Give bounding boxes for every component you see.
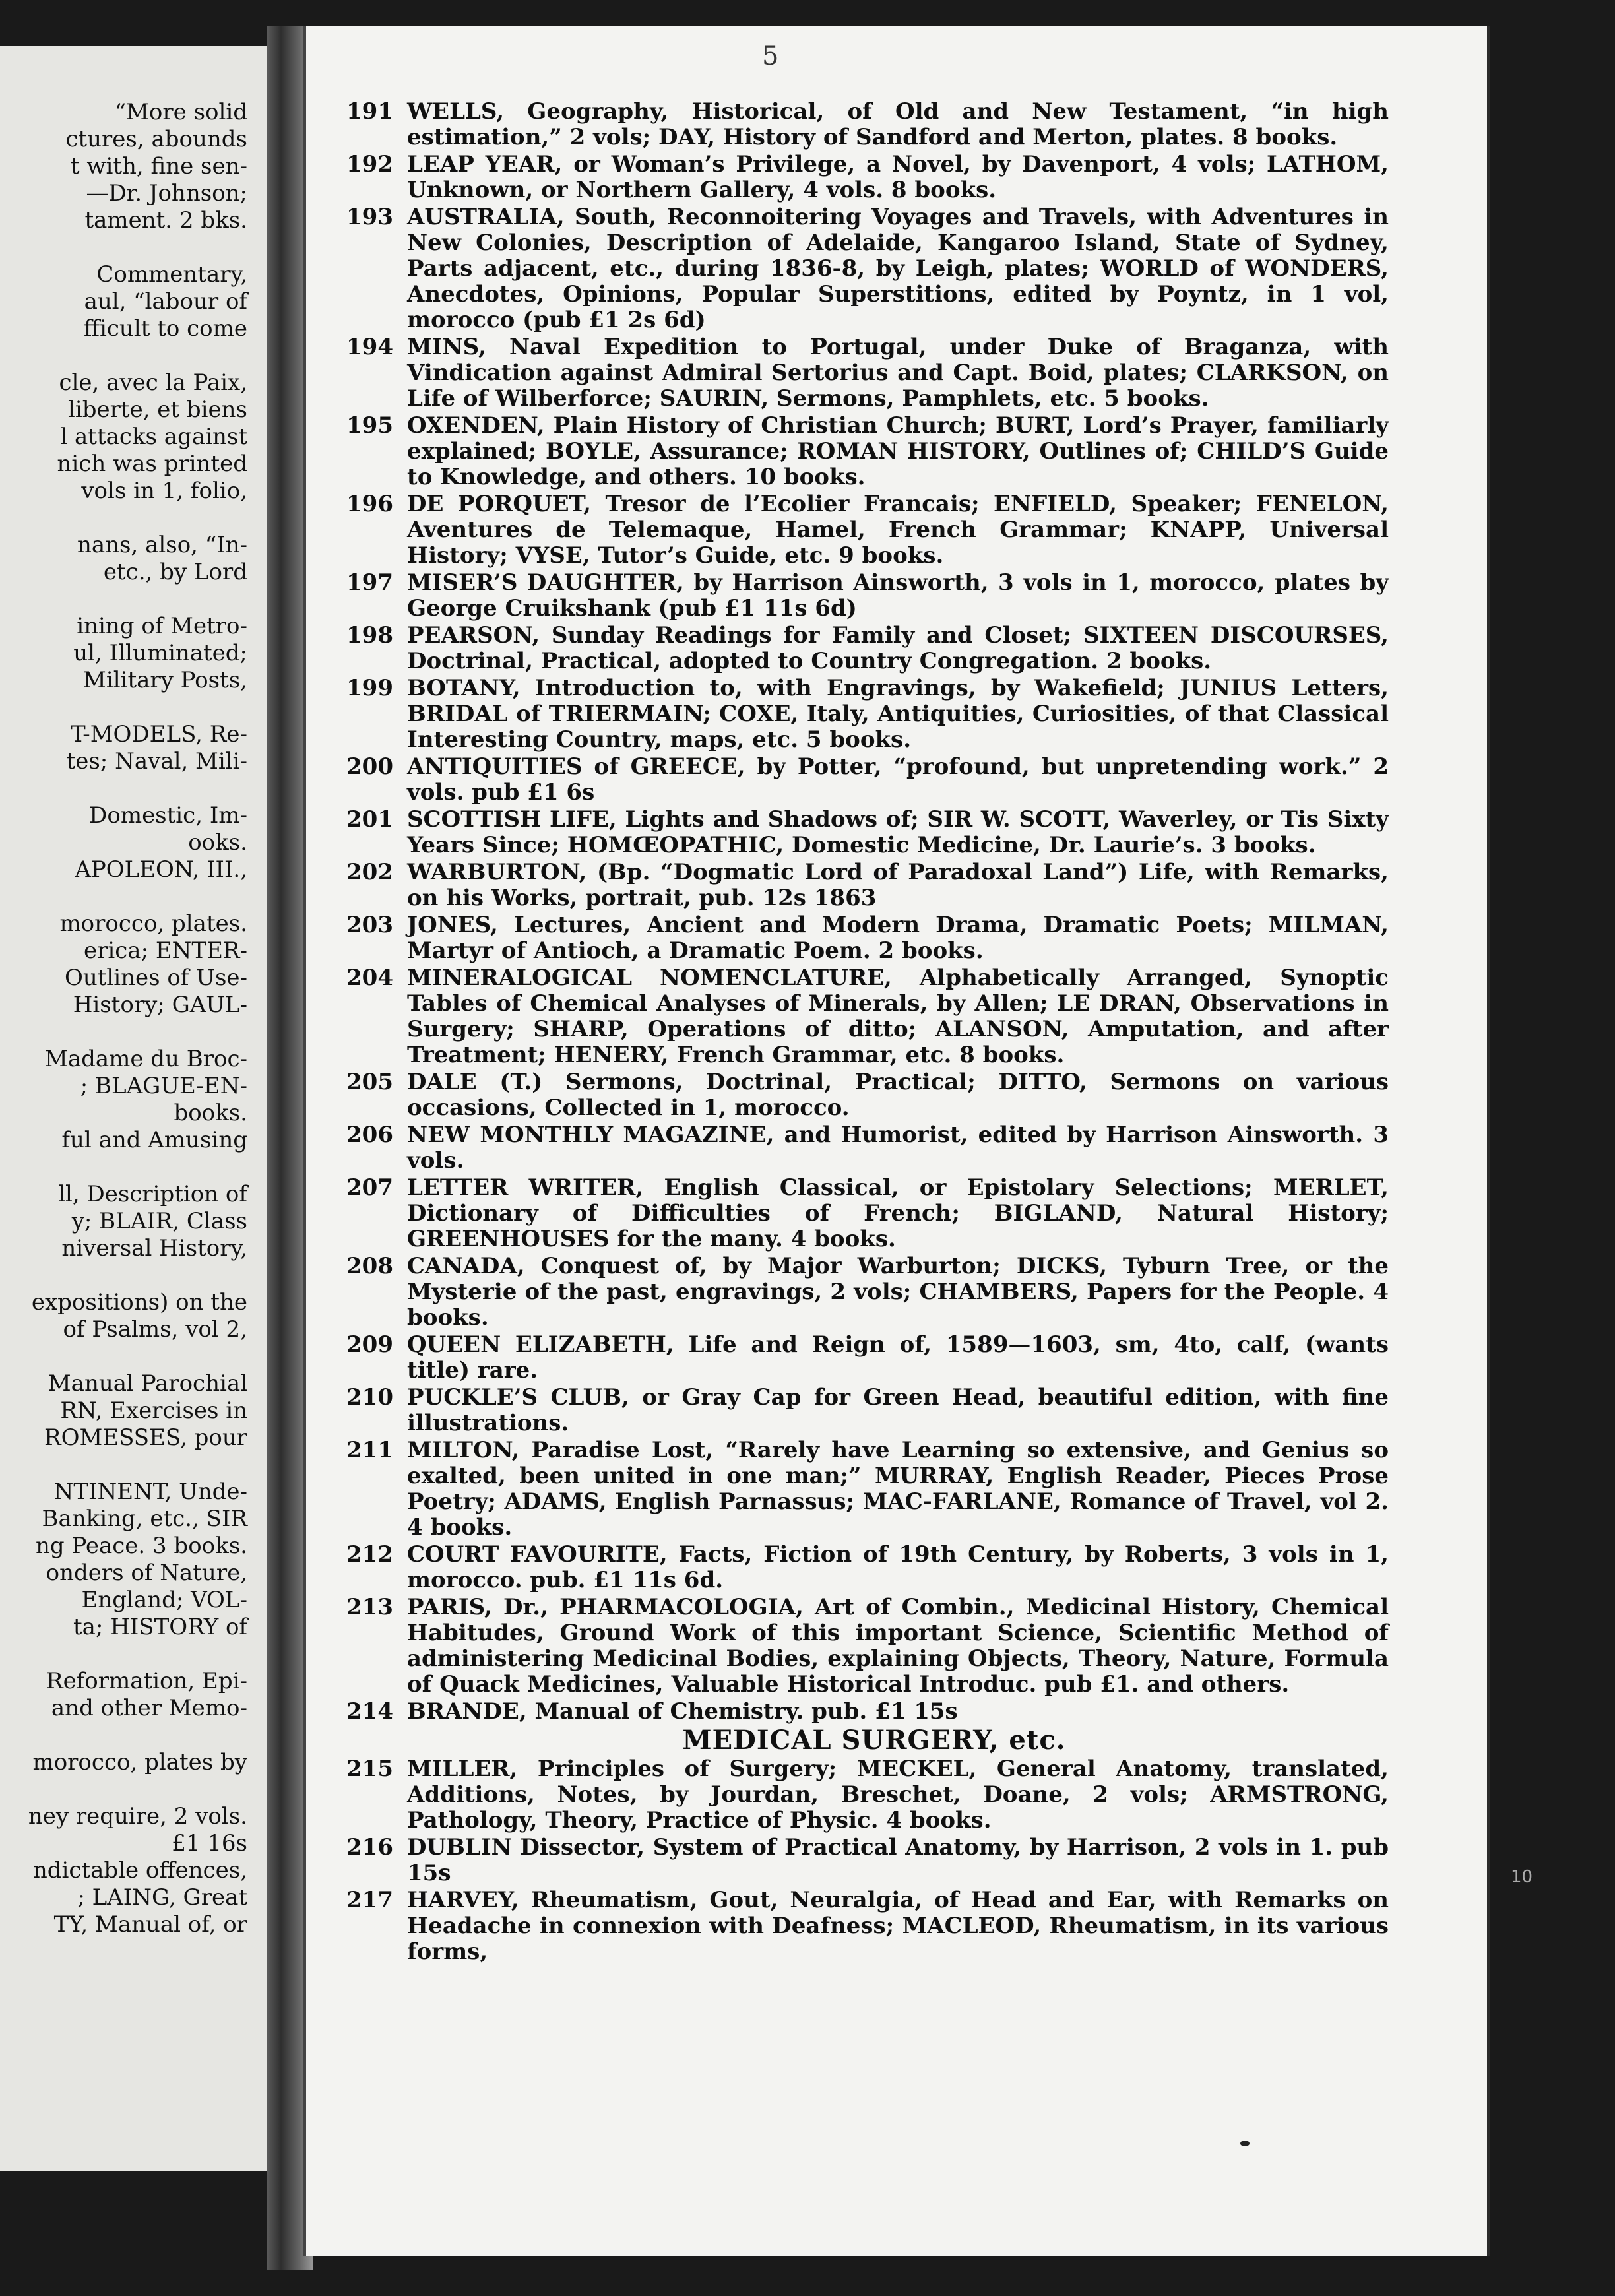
catalogue-entry	[346, 806, 1389, 858]
catalogue-entry	[346, 334, 1389, 412]
lot-description: OXENDEN, Plain History of Christian Church; BURT, Lord’s Prayer, familiarly explained; BOYLE, Assurance; ROMAN HISTORY, Outlines of; CHILD’S Guide to Knowledge, and others. 10 books.	[407, 412, 1389, 490]
left-page-line: of Psalms, vol 2,	[63, 1316, 247, 1343]
lot-number: 210	[346, 1384, 393, 1411]
lot-description: PEARSON, Sunday Readings for Family and Closet; SIXTEEN DISCOURSES, Doctrinal, Practical, adopted to Country Congregation. 2 books.	[407, 622, 1389, 674]
lot-description: JONES, Lectures, Ancient and Modern Drama, Dramatic Poets; MILMAN, Martyr of Antioch, a Dramatic Poem. 2 books.	[407, 912, 1389, 964]
catalogue-entry	[346, 1122, 1389, 1174]
catalogue-entry	[346, 675, 1389, 753]
catalogue-entry	[346, 412, 1389, 490]
lot-description: PARIS, Dr., PHARMACOLOGIA, Art of Combin., Medicinal History, Chemical Habitudes, Ground Work of this important Science, Scientific Method of administering Medicinal Bodies, explaining Objects, Theory, Nature, Formula of Quack Medicines, Valuable Historical Introduc. pub £1. and others.	[407, 1594, 1389, 1698]
left-page-line: onders of Nature,	[46, 1560, 247, 1586]
left-page-line: morocco, plates by	[32, 1749, 247, 1775]
left-page-line	[0, 1641, 247, 1668]
catalogue-entry	[346, 912, 1389, 964]
lot-description: CANADA, Conquest of, by Major Warburton; DICKS, Tyburn Tree, or the Mysterie of the past, engravings, 2 vols; CHAMBERS, Papers for the People. 4 books.	[407, 1253, 1389, 1331]
left-page-line: History; GAUL-	[73, 992, 247, 1018]
lot-description: COURT FAVOURITE, Facts, Fiction of 19th Century, by Roberts, 3 vols in 1, morocco. pub. £1 11s 6d.	[407, 1541, 1389, 1593]
catalogue-entry	[346, 1174, 1389, 1252]
lot-number: 206	[346, 1122, 393, 1148]
left-page-line: Outlines of Use-	[64, 965, 247, 991]
left-page-line	[0, 505, 247, 532]
lot-description: MILLER, Principles of Surgery; MECKEL, General Anatomy, translated, Additions, Notes, by Jourdan, Breschet, Doane, 2 vols; ARMSTRONG, Pathology, Theory, Practice of Physic. 4 books.	[407, 1756, 1389, 1834]
left-page-line: Domestic, Im-	[89, 802, 247, 829]
left-page-text	[0, 99, 247, 1938]
margin-note: 10	[1511, 1867, 1533, 1887]
catalogue-entry	[346, 1069, 1389, 1121]
left-page-line: ng Peace. 3 books.	[36, 1533, 247, 1559]
left-page-line: ROMESSES, pour	[44, 1424, 247, 1451]
left-page-line: books.	[174, 1100, 247, 1126]
left-page-line: fficult to come	[83, 315, 247, 342]
left-page-line: nans, also, “In-	[77, 532, 247, 558]
left-page-line: erica; ENTER-	[84, 938, 247, 964]
lot-description: BRANDE, Manual of Chemistry. pub. £1 15s	[407, 1698, 958, 1725]
lot-number: 209	[346, 1331, 393, 1358]
left-page-line: “More solid	[114, 99, 247, 125]
lot-number: 215	[346, 1756, 393, 1782]
left-page-line: Madame du Broc-	[45, 1046, 247, 1072]
lot-description: DE PORQUET, Tresor de l’Ecolier Francais; ENFIELD, Speaker; FENELON, Aventures de Telemaque, Hamel, French Grammar; KNAPP, Universal History; VYSE, Tutor’s Guide, etc. 9 books.	[407, 491, 1389, 569]
lot-number: 217	[346, 1887, 393, 1913]
catalogue-entry	[346, 569, 1389, 622]
left-page-line: Manual Parochial	[48, 1370, 247, 1397]
left-page-line	[0, 775, 247, 802]
catalogue-entries	[346, 98, 1389, 1966]
left-page-line: tes; Naval, Mili-	[66, 748, 247, 775]
catalogue-entry	[346, 622, 1389, 674]
catalogue-entry	[346, 1253, 1389, 1331]
catalogue-entry	[346, 1834, 1389, 1886]
lot-description: AUSTRALIA, South, Reconnoitering Voyages and Travels, with Adventures in New Colonies, Description of Adelaide, Kangaroo Island, State of Sydney, Parts adjacent, etc., during 1836-8, by Leigh, plates; WORLD of WONDERS, Anecdotes, Opinions, Popular Superstitions, edited by Poyntz, in 1 vol, morocco (pub £1 2s 6d)	[407, 204, 1389, 333]
lot-number: 196	[346, 491, 393, 517]
lot-number: 194	[346, 334, 393, 360]
catalogue-entry	[346, 1541, 1389, 1593]
left-page-line: APOLEON, III.,	[75, 856, 247, 883]
lot-description: PUCKLE’S CLUB, or Gray Cap for Green Head, beautiful edition, with fine illustrations.	[407, 1384, 1389, 1436]
left-page-line: t with, fine sen-	[70, 153, 247, 179]
lot-number: 203	[346, 912, 393, 938]
lot-number: 197	[346, 569, 393, 596]
lot-description: SCOTTISH LIFE, Lights and Shadows of; SIR W. SCOTT, Waverley, or Tis Sixty Years Since; HOMŒOPATHIC, Domestic Medicine, Dr. Laurie’s. 3 books.	[407, 806, 1389, 858]
left-page-line: cle, avec la Paix,	[59, 369, 247, 396]
catalogue-entry	[346, 1887, 1389, 1965]
lot-description: LEAP YEAR, or Woman’s Privilege, a Novel, by Davenport, 4 vols; LATHOM, Unknown, or Northern Gallery, 4 vols. 8 books.	[407, 151, 1389, 203]
left-page-line: RN, Exercises in	[60, 1397, 247, 1424]
lot-description: BOTANY, Introduction to, with Engravings, by Wakefield; JUNIUS Letters, BRIDAL of TRIERMAIN; COXE, Italy, Antiquities, Curiosities, of that Classical Interesting Country, maps, etc. 5 books.	[407, 675, 1389, 753]
lot-description: ANTIQUITIES of GREECE, by Potter, “profound, but unpretending work.” 2 vols. pub £1 6s	[407, 753, 1389, 806]
catalogue-entry	[346, 859, 1389, 911]
lot-number: 204	[346, 965, 393, 991]
lot-description: WARBURTON, (Bp. “Dogmatic Lord of Paradoxal Land”) Life, with Remarks, on his Works, portrait, pub. 12s 1863	[407, 859, 1389, 911]
lot-number: 191	[346, 98, 393, 125]
left-page-line: expositions) on the	[31, 1289, 247, 1316]
left-page-line: ctures, abounds	[65, 126, 247, 152]
left-page-line	[0, 1722, 247, 1749]
left-page-line: ney require, 2 vols.	[28, 1803, 247, 1830]
catalogue-entry	[346, 965, 1389, 1068]
lot-description: WELLS, Geography, Historical, of Old and New Testament, “in high estimation,” 2 vols; DAY, History of Sandford and Merton, plates. 8 books.	[407, 98, 1389, 150]
left-page-line: England; VOL-	[81, 1587, 247, 1613]
lot-description: MINERALOGICAL NOMENCLATURE, Alphabetically Arranged, Synoptic Tables of Chemical Analyses of Minerals, by Allen; LE DRAN, Observations in Surgery; SHARP, Operations of ditto; ALANSON, Amputation, and after Treatment; HENERY, French Grammar, etc. 8 books.	[407, 965, 1389, 1068]
left-page-line: vols in 1, folio,	[81, 478, 247, 504]
left-page-line: —Dr. Johnson;	[86, 180, 247, 207]
left-page-line: ooks.	[188, 829, 247, 856]
left-page-line: Military Posts,	[83, 667, 247, 693]
left-page-line	[0, 586, 247, 613]
left-page-line	[0, 1019, 247, 1046]
lot-number: 216	[346, 1834, 393, 1861]
left-page-line	[0, 1262, 247, 1289]
left-page-line: Reformation, Epi-	[46, 1668, 247, 1694]
catalogue-entry	[346, 1698, 1389, 1725]
ink-speck	[1240, 2141, 1250, 2146]
lot-description: QUEEN ELIZABETH, Life and Reign of, 1589—1603, sm, 4to, calf, (wants title) rare.	[407, 1331, 1389, 1384]
catalogue-entry	[346, 1331, 1389, 1384]
left-page-line: and other Memo-	[51, 1695, 247, 1721]
left-page-line: liberte, et biens	[68, 397, 247, 423]
lot-number: 212	[346, 1541, 393, 1568]
catalogue-entry	[346, 1437, 1389, 1541]
left-page-line: ful and Amusing	[61, 1127, 247, 1153]
lot-description: MISER’S DAUGHTER, by Harrison Ainsworth, 3 vols in 1, morocco, plates by George Cruikshank (pub £1 11s 6d)	[407, 569, 1389, 622]
lot-number: 200	[346, 753, 393, 780]
catalogue-entry	[346, 1756, 1389, 1834]
lot-description: LETTER WRITER, English Classical, or Epistolary Selections; MERLET, Dictionary of Difficulties of French; BIGLAND, Natural History; GREENHOUSES for the many. 4 books.	[407, 1174, 1389, 1252]
left-page-line: morocco, plates.	[59, 910, 247, 937]
left-page-line: ndictable offences,	[32, 1857, 247, 1884]
lot-number: 207	[346, 1174, 393, 1201]
left-page-line	[0, 694, 247, 721]
lot-number: 213	[346, 1594, 393, 1620]
left-page-line: ; LAING, Great	[77, 1884, 247, 1911]
lot-number: 192	[346, 151, 393, 177]
left-page-line: ll, Description of	[58, 1181, 247, 1207]
left-page-line	[0, 883, 247, 910]
lot-description: HARVEY, Rheumatism, Gout, Neuralgia, of Head and Ear, with Remarks on Headache in connexion with Deafness; MACLEOD, Rheumatism, in its various forms,	[407, 1887, 1389, 1965]
left-page	[0, 46, 267, 2171]
left-page-line: nich was printed	[57, 451, 247, 477]
lot-number: 211	[346, 1437, 393, 1463]
catalogue-entry	[346, 151, 1389, 203]
left-page-line: y; BLAIR, Class	[71, 1208, 247, 1234]
left-page-line	[0, 342, 247, 369]
left-page-line: Commentary,	[96, 261, 247, 288]
left-page-line: ta; HISTORY of	[73, 1614, 247, 1640]
lot-description: DALE (T.) Sermons, Doctrinal, Practical; DITTO, Sermons on various occasions, Collected in 1, morocco.	[407, 1069, 1389, 1121]
section-heading: MEDICAL SURGERY, etc.	[682, 1725, 1066, 1756]
lot-number: 201	[346, 806, 393, 833]
left-page-line: niversal History,	[61, 1235, 247, 1261]
left-page-line: etc., by Lord	[103, 559, 247, 585]
left-page-line: £1 16s	[172, 1830, 247, 1857]
lot-number: 193	[346, 204, 393, 230]
catalogue-entry	[346, 204, 1389, 333]
lot-number: 202	[346, 859, 393, 885]
catalogue-entry	[346, 491, 1389, 569]
left-page-line: tament. 2 bks.	[84, 207, 247, 234]
lot-number: 205	[346, 1069, 393, 1095]
left-page-line	[0, 1451, 247, 1479]
left-page-line: l attacks against	[60, 424, 247, 450]
left-page-line: Banking, etc., SIR	[42, 1506, 247, 1532]
left-page-line: ining of Metro-	[77, 613, 247, 639]
lot-number: 199	[346, 675, 393, 701]
left-page-line: NTINENT, Unde-	[53, 1479, 247, 1505]
left-page-line: ul, Illuminated;	[73, 640, 247, 666]
lot-description: MINS, Naval Expedition to Portugal, under Duke of Braganza, with Vindication against Admiral Sertorius and Capt. Boid, plates; CLARKSON, on Life of Wilberforce; SAURIN, Sermons, Pamphlets, etc. 5 books.	[407, 334, 1389, 412]
lot-description: DUBLIN Dissector, System of Practical Anatomy, by Harrison, 2 vols in 1. pub 15s	[407, 1834, 1389, 1886]
left-page-line: ; BLAGUE-EN-	[80, 1073, 247, 1099]
lot-number: 195	[346, 412, 393, 439]
page-mark: 5	[762, 41, 779, 71]
lot-description: NEW MONTHLY MAGAZINE, and Humorist, edited by Harrison Ainsworth. 3 vols.	[407, 1122, 1389, 1174]
left-page-line: T-MODELS, Re-	[70, 721, 247, 748]
left-page-line: TY, Manual of, or	[53, 1911, 247, 1938]
lot-number: 214	[346, 1698, 393, 1725]
left-page-line	[0, 1343, 247, 1370]
catalogue-entry	[346, 98, 1389, 150]
catalogue-entry	[346, 1594, 1389, 1698]
lot-description: MILTON, Paradise Lost, “Rarely have Learning so extensive, and Genius so exalted, been united in one man;” MURRAY, English Reader, Pieces Prose Poetry; ADAMS, English Parnassus; MAC-FARLANE, Romance of Travel, vol 2. 4 books.	[407, 1437, 1389, 1541]
catalogue-entry	[346, 753, 1389, 806]
left-page-line	[0, 1776, 247, 1803]
catalogue-entry	[346, 1384, 1389, 1436]
left-page-line: aul, “labour of	[84, 288, 247, 315]
lot-number: 198	[346, 622, 393, 649]
left-page-line	[0, 234, 247, 261]
left-page-line	[0, 1154, 247, 1181]
lot-number: 208	[346, 1253, 393, 1279]
